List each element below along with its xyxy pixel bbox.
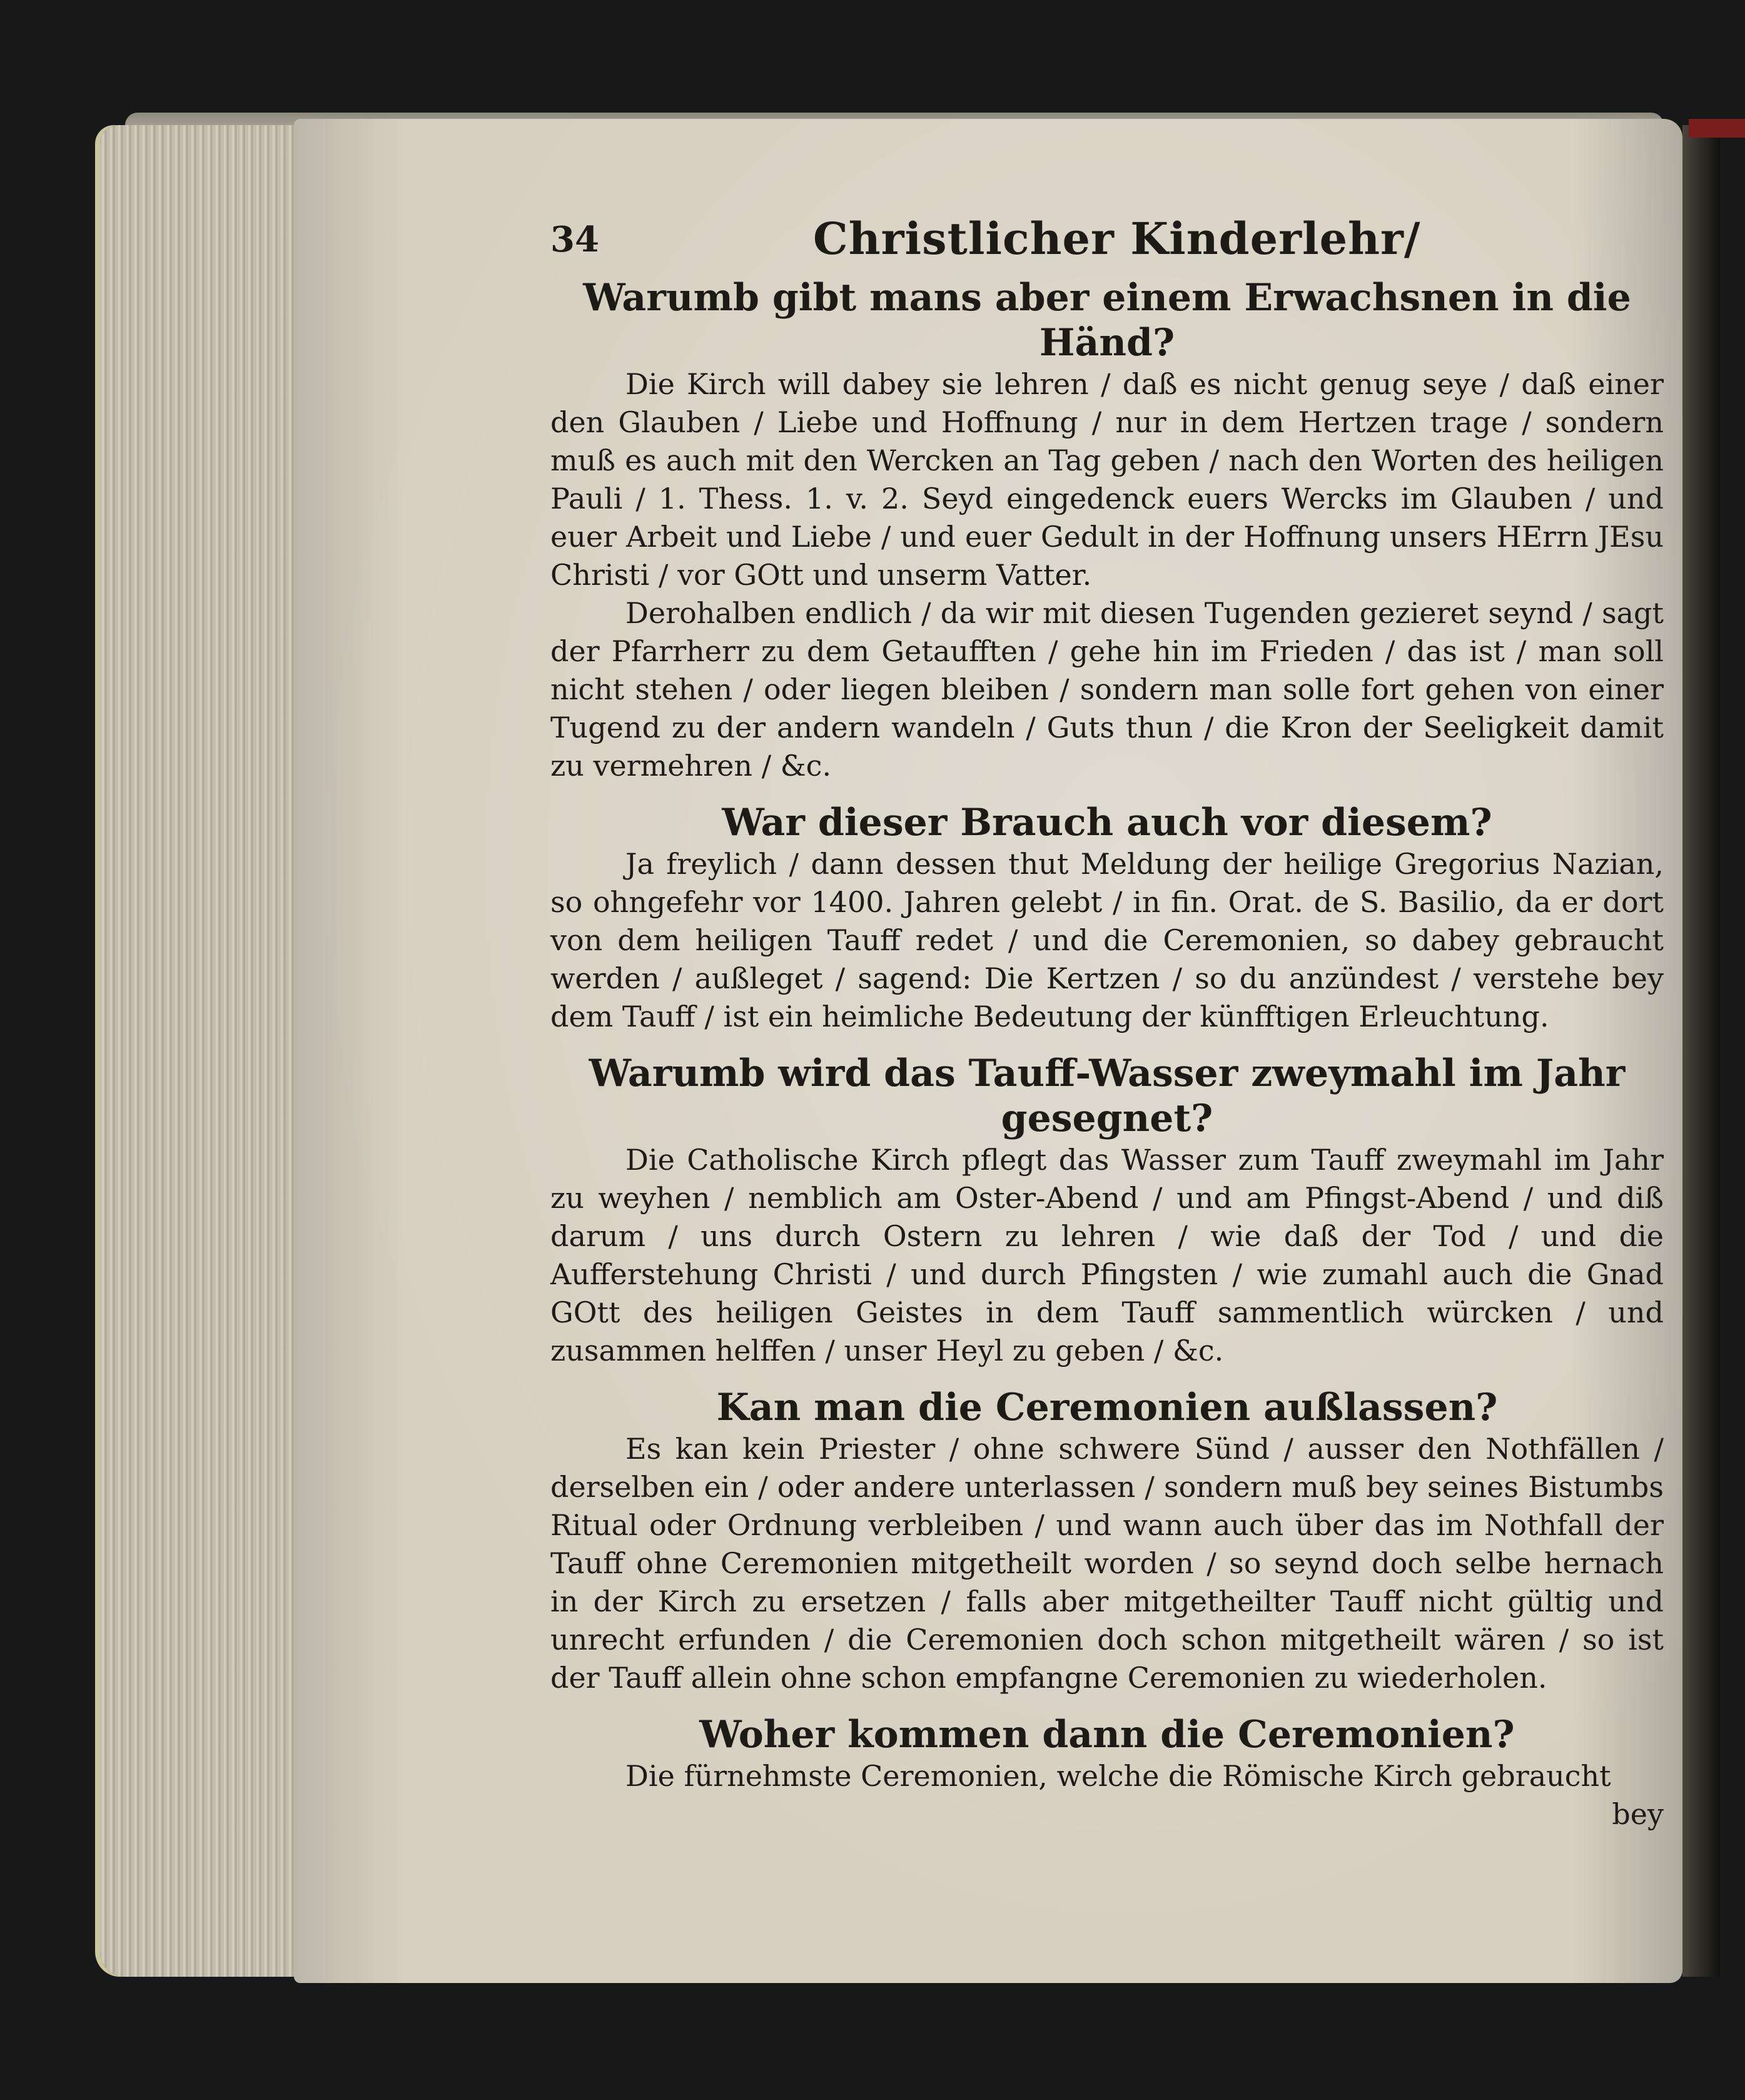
question-3: Warumb wird das Tauff-Wasser zweymahl im Jahr gesegnet? (589, 1052, 1626, 1140)
answer-4: Es kan kein Priester / ohne schwere Sünd / ausser den Nothfällen / derselben ein / oder andere unterlassen / sondern muß bey seines Bistumbs Ritual oder Ordnung verbleiben / und wann auch über das im Nothfall der Tauff ohne Ceremonien mitgetheilt worden / so seynd doch selbe hernach in der Kirch zu ersetzen / falls aber mitgetheilter Tauff nicht gültig und unrecht erfunden / die Ceremonien doch schon mitgetheilt wären / so ist der Tauff allein ohne schon empfangne Ceremonien zu wiederholen. (550, 1432, 1664, 1695)
page-header (550, 206, 1664, 275)
answer-1: Die Kirch will dabey sie lehren / daß es nicht genug seye / daß einer den Glauben / Liebe und Hoffnung / nur in dem Hertzen trage / sondern muß es auch mit den Wercken an Tag geben / nach den Worten des heiligen Pauli / 1. Thess. 1. v. 2. Seyd eingedenck euers Wercks im Glauben / und euer Arbeit und Liebe / und euer Gedult in der Hoffnung unsers HErrn JEsu Christi / vor GOtt und unserm Vatter. (550, 367, 1664, 592)
question-4: Kan man die Ceremonien außlassen? (716, 1386, 1498, 1429)
answer-3: Die Catholische Kirch pflegt das Wasser zum Tauff zweymahl im Jahr zu weyhen / nemblich am Oster-Abend / und am Pfingst-Abend / und diß darum / uns durch Ostern zu lehren / wie daß der Tod / und die Aufferstehung Christi / und durch Pfingsten / wie zumahl auch die Gnad GOtt des heiligen Geistes in dem Tauff sammentlich würcken / und zusammen helffen / unser Heyl zu geben / &c. (550, 1143, 1664, 1367)
answer-1-continued: Derohalben endlich / da wir mit diesen Tugenden gezieret seynd / sagt der Pfarrherr zu dem Getaufften / gehe hin im Frieden / das ist / man soll nicht stehen / oder liegen bleiben / sondern man solle fort gehen von einer Tugend zu der andern wandeln / Guts thun / die Kron der Seeligkeit damit zu vermehren / &c. (550, 596, 1664, 783)
red-edge-marker (1689, 119, 1745, 138)
facing-page-shadow (1682, 125, 1720, 1977)
catchword: bey (1612, 1797, 1664, 1831)
question-1: Warumb gibt mans aber einem Erwachsnen in die Händ? (583, 276, 1631, 365)
question-2: War dieser Brauch auch vor diesem? (722, 801, 1492, 845)
answer-5: Die fürnehmste Ceremonien, welche die Römische Kirch gebraucht (625, 1759, 1611, 1793)
question-5: Woher kommen dann die Ceremonien? (699, 1713, 1515, 1757)
answer-2: Ja freylich / dann dessen thut Meldung der heilige Gregorius Nazian, so ohngefehr vor 1400. Jahren gelebt / in fin. Orat. de S. Basilio, da er dort von dem heiligen Tauff redet / und die Ceremonien, so dabey gebraucht werden / außleget / sagend: Die Kertzen / so du anzündest / verstehe bey dem Tauff / ist ein heimliche Bedeutung der künfftigen Erleuchtung. (550, 847, 1664, 1033)
running-head: Christlicher Kinderlehr/ (813, 213, 1421, 265)
page-text-block (550, 206, 1664, 1834)
page-number: 34 (550, 219, 599, 260)
